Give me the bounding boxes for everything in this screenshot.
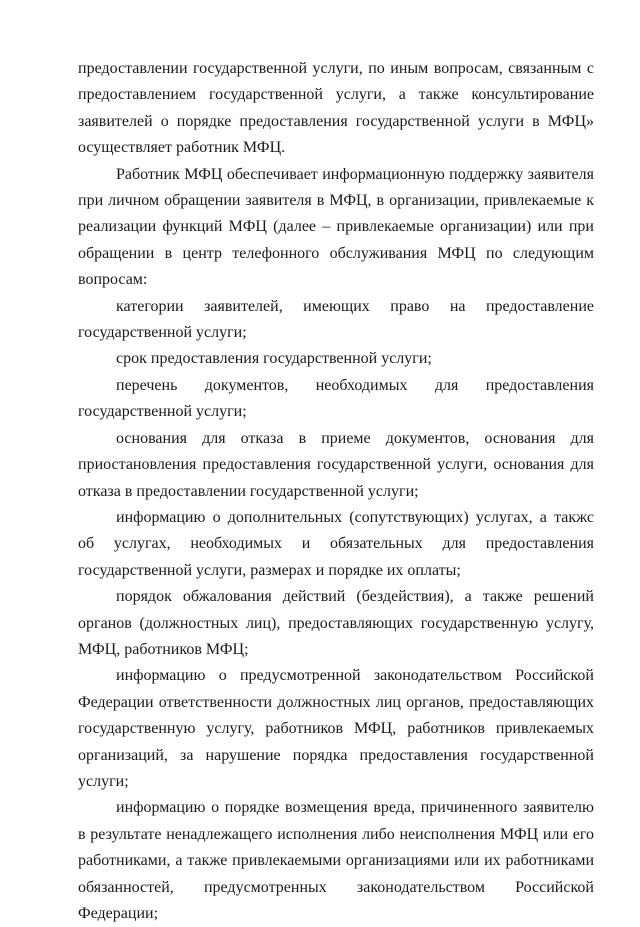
paragraph-continuation: предоставлении государственной услуги, по иным вопросам, связанным с предоставлением государственной услуги, а также консультирование заявителей о порядке предоставления государственной услуги в МФЦ» осуществляет работник МФЦ.	[78, 60, 594, 157]
list-item-applicant-categories: категории заявителей, имеющих право на предоставление государственной услуги;	[78, 297, 594, 342]
list-item-officials-liability: информацию о предусмотренной законодательством Российской Федерации ответственности должностных лиц органов, предоставляющих государственную услугу, работников МФЦ, работников привлекаемых организаций, за нарушение порядка предоставления государственной услуги;	[78, 667, 594, 790]
document-page	[78, 56, 594, 927]
paragraph-info-support: Работник МФЦ обеспечивает информационную поддержку заявителя при личном обращении заявителя в МФЦ, в организации, привлекаемые к реализации функций МФЦ (далее – привлекаемые организации) или при обращении в центр телефонного обслуживания МФЦ по следующим вопросам:	[78, 165, 594, 289]
list-item-refusal-grounds: основания для отказа в приеме документов, основания для приостановления предоставления государственной услуги, основания для отказа в предоставлении государственной услуги;	[78, 429, 594, 500]
list-item-appeal-procedure: порядок обжалования действий (бездействия), а также решений органов (должностных лиц), предоставляющих государственную услугу, МФЦ, работников МФЦ;	[78, 588, 594, 658]
list-item-documents-list: перечень документов, необходимых для предоставления государственной услуги;	[78, 376, 594, 421]
list-item-damage-compensation: информацию о порядке возмещения вреда, причиненного заявителю в результате ненадлежащего исполнения либо неисполнения МФЦ или его работниками, а также привлекаемыми организациями или их работниками обязанностей, предусмотренных законодательством Российской Федерации;	[78, 799, 594, 922]
list-item-additional-services: информацию о дополнительных (сопутствующих) услугах, а такжс об услугах, необходимых и обязательных для предоставления государственной услуги, размерах и порядке их оплаты;	[78, 508, 594, 579]
list-item-service-term: срок предоставления государственной услуги;	[116, 350, 432, 368]
